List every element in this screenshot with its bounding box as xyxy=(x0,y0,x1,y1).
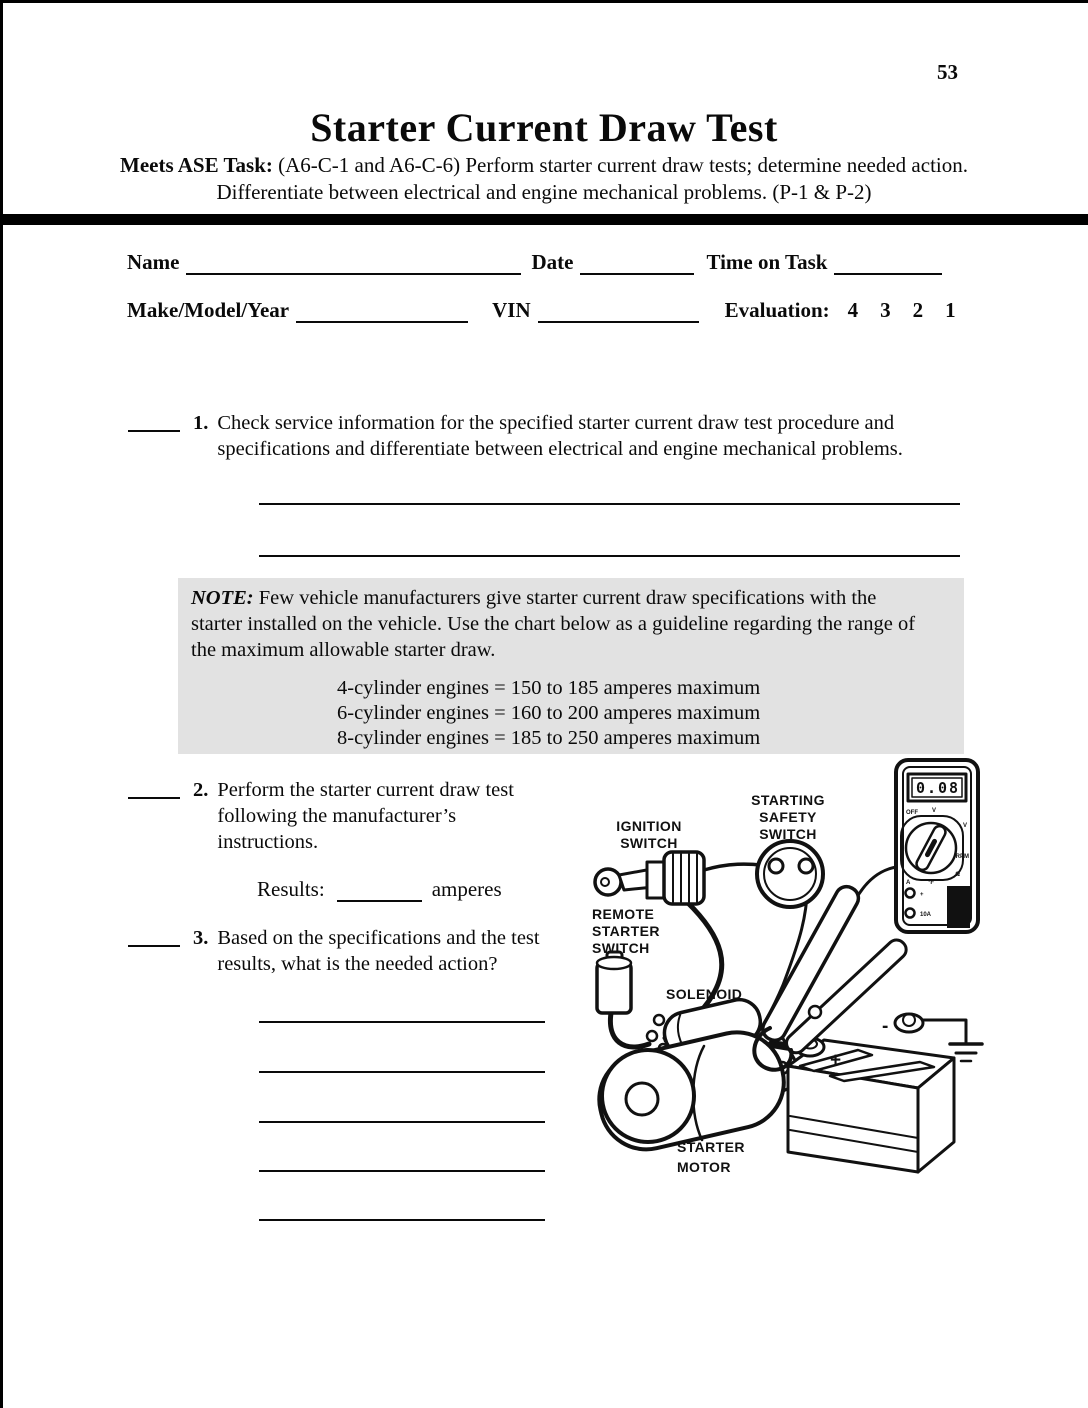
jack-label-10a: 10A xyxy=(920,912,932,918)
task-1-text: Check service information for the specified starter current draw test procedure and specifications and differentiate between electrical and engine mechanical problems. xyxy=(217,412,903,460)
note-label: NOTE: xyxy=(191,587,254,609)
dial-label-a: A xyxy=(906,880,911,886)
ignition-switch-icon xyxy=(595,852,704,904)
answer-line[interactable] xyxy=(259,1071,545,1073)
note-box xyxy=(178,578,964,754)
chart-row-8cyl: 8-cylinder engines = 185 to 250 amperes maximum xyxy=(337,727,761,749)
multimeter-reading: 0.08 xyxy=(915,779,961,797)
results-field[interactable] xyxy=(337,881,422,902)
dial-label-temp: °F xyxy=(928,880,935,886)
divider-bar xyxy=(0,214,1088,225)
evaluation-score-2[interactable]: 2 xyxy=(912,298,924,322)
task-3-text: Based on the specifications and the test results, what is the needed action? xyxy=(217,927,540,975)
page-title: Starter Current Draw Test xyxy=(310,105,778,150)
scan-edge-left xyxy=(0,0,3,1408)
page-number: 53 xyxy=(937,60,958,84)
chart-row-6cyl: 6-cylinder engines = 160 to 200 amperes maximum xyxy=(337,702,761,724)
form-row-1 xyxy=(127,250,967,275)
note-line-2: starter installed on the vehicle. Use the chart below as a guideline regarding the range of xyxy=(191,613,916,635)
dial-label-ohm: Ω xyxy=(955,872,960,878)
solenoid-terminal xyxy=(654,1015,664,1025)
answer-line[interactable] xyxy=(259,1021,545,1023)
vin-label: VIN xyxy=(492,298,531,322)
time-on-task-field[interactable] xyxy=(834,254,942,275)
answer-line[interactable] xyxy=(259,503,960,505)
name-field[interactable] xyxy=(186,254,521,275)
task-2-number: 2. xyxy=(193,779,209,801)
answer-line[interactable] xyxy=(259,1121,545,1123)
evaluation-label: Evaluation: xyxy=(724,298,830,322)
evaluation-score-3[interactable]: 3 xyxy=(880,298,891,322)
battery-plus-sign: + xyxy=(830,1050,842,1071)
remote-starter-switch-label: REMOTE xyxy=(592,906,655,922)
solenoid-terminal xyxy=(647,1031,657,1041)
jack-label-plus: + xyxy=(920,892,924,898)
ignition-switch-label: SWITCH xyxy=(620,835,678,851)
date-label: Date xyxy=(531,250,574,274)
results-label: Results: xyxy=(257,877,325,901)
evaluation-score-4[interactable]: 4 xyxy=(847,298,859,322)
solenoid-label: SOLENOID xyxy=(666,986,743,1002)
task-3-number: 3. xyxy=(193,927,209,949)
dial-label-rpm: RPM xyxy=(955,854,969,860)
answer-line[interactable] xyxy=(259,1170,545,1172)
results-row xyxy=(257,877,502,902)
battery-minus-sign: - xyxy=(882,1016,889,1037)
make-model-year-field[interactable] xyxy=(296,302,468,323)
task-item-2 xyxy=(128,777,568,855)
wire-remote-to-solenoid xyxy=(610,1013,649,1047)
starting-safety-switch-label: SAFETY xyxy=(759,809,817,825)
note-line-3: the maximum allowable starter draw. xyxy=(191,639,496,661)
starter-motor-label: STARTER xyxy=(677,1139,745,1155)
dial-label-v1: V xyxy=(931,808,937,814)
task-2-text: Perform the starter current draw test following the manufacturer’s instructions. xyxy=(217,779,514,853)
evaluation-scores xyxy=(848,298,956,323)
ase-task-text: (A6-C-1 and A6-C-6) Perform starter current draw tests; determine needed action. Differentiate between electrical and engine mechanical problems. (P-1 & P-2) xyxy=(216,153,968,204)
starting-safety-switch-label: STARTING xyxy=(751,792,825,808)
time-on-task-label: Time on Task xyxy=(706,250,828,274)
results-unit: amperes xyxy=(431,877,502,901)
task-1-number: 1. xyxy=(193,412,209,434)
starting-safety-switch-label: SWITCH xyxy=(759,826,817,842)
ase-task-statement xyxy=(119,152,969,206)
make-model-year-label: Make/Model/Year xyxy=(127,298,290,322)
answer-line[interactable] xyxy=(259,555,960,557)
date-field[interactable] xyxy=(580,254,694,275)
starting-safety-switch-icon xyxy=(757,841,823,907)
amperage-chart xyxy=(191,676,954,751)
ase-task-label: Meets ASE Task: xyxy=(120,153,273,177)
remote-starter-switch-icon xyxy=(597,952,631,1013)
note-line-1: Few vehicle manufacturers give starter current draw specifications with the xyxy=(258,587,877,609)
task-item-3 xyxy=(128,925,578,977)
starter-circuit-diagram xyxy=(552,748,997,1178)
form-row-2 xyxy=(127,298,967,323)
name-label: Name xyxy=(127,250,180,274)
remote-starter-switch-label: SWITCH xyxy=(592,940,650,956)
vin-field[interactable] xyxy=(538,302,699,323)
task-2-check-field[interactable] xyxy=(128,777,180,799)
answer-line[interactable] xyxy=(259,1219,545,1221)
scan-edge-top xyxy=(0,0,1088,3)
dial-label-v2: V xyxy=(962,823,967,829)
note-text xyxy=(191,585,954,663)
task-3-check-field[interactable] xyxy=(128,925,180,947)
dial-label-off: OFF xyxy=(906,810,918,816)
task-item-1 xyxy=(128,410,940,462)
ignition-switch-label: IGNITION xyxy=(616,818,682,834)
starter-motor-label: MOTOR xyxy=(677,1159,731,1175)
evaluation-score-1[interactable]: 1 xyxy=(945,298,956,322)
remote-starter-switch-label: STARTER xyxy=(592,923,660,939)
chart-row-4cyl: 4-cylinder engines = 150 to 185 amperes maximum xyxy=(337,677,761,699)
task-1-check-field[interactable] xyxy=(128,410,180,432)
